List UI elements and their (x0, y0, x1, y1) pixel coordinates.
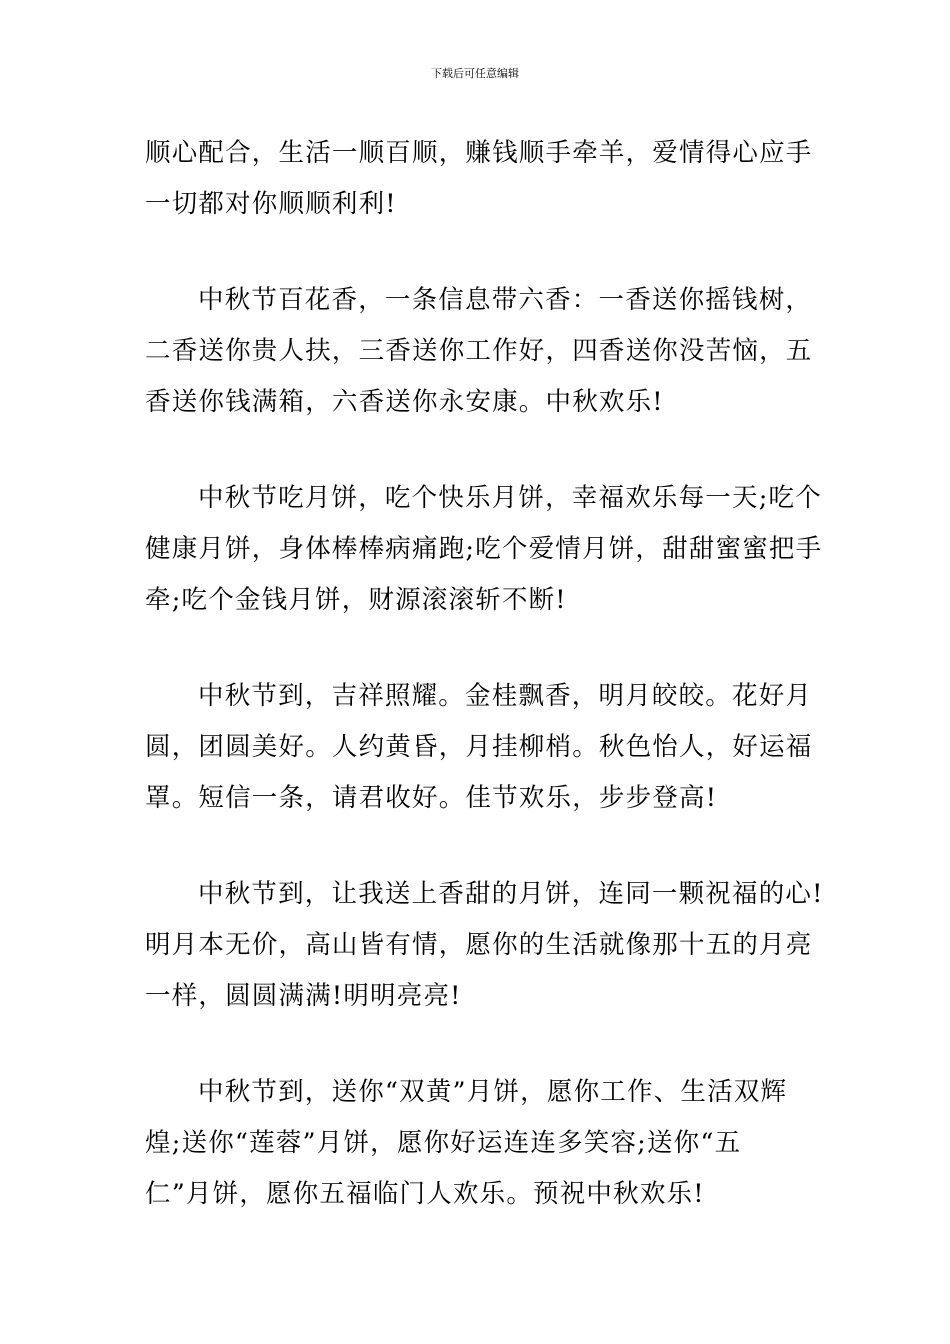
paragraph (145, 473, 823, 626)
text-line: 罩。短信一条，请君收好。佳节欢乐，步步登高! (145, 783, 718, 813)
document-body (145, 128, 824, 1220)
text-line: 顺心配合，生活一顺百顺，赚钱顺手牵羊，爱情得心应手 (145, 138, 813, 168)
paragraph (145, 1067, 810, 1220)
text-line: 煌;送你“莲蓉”月饼，愿你好运连连多笑容;送你“五 (145, 1128, 742, 1158)
paragraph (145, 869, 824, 1022)
text-line: 健康月饼，身体棒棒病痛跑;吃个爱情月饼，甜甜蜜蜜把手 (145, 534, 823, 564)
text-line: 中秋节百花香，一条信息带六香：一香送你摇钱树， (198, 285, 813, 315)
text-line: 中秋节到，送你“双黄”月饼，愿你工作、生活双辉 (198, 1077, 788, 1107)
page-header: 下载后可任意编辑 (431, 67, 519, 80)
text-line: 中秋节到，吉祥照耀。金桂飘香，明月皎皎。花好月 (198, 681, 813, 711)
paragraph (145, 671, 813, 824)
text-line: 圆，团圆美好。人约黄昏，月挂柳梢。秋色怡人，好运福 (145, 732, 813, 762)
text-line: 中秋节吃月饼，吃个快乐月饼，幸福欢乐每一天;吃个 (198, 483, 822, 513)
text-line: 香送你钱满箱，六香送你永安康。中秋欢乐! (145, 387, 664, 417)
text-line: 一切都对你顺顺利利! (145, 189, 397, 219)
text-line: 中秋节到，让我送上香甜的月饼，连同一颗祝福的心! (198, 879, 824, 909)
text-line: 一样，圆圆满满!明明亮亮! (145, 981, 462, 1011)
paragraph (145, 275, 813, 428)
text-line: 二香送你贵人扶，三香送你工作好，四香送你没苦恼，五 (145, 336, 813, 366)
paragraph (145, 128, 813, 230)
text-line: 仁”月饼，愿你五福临门人欢乐。预祝中秋欢乐! (145, 1179, 705, 1209)
text-line: 牵;吃个金钱月饼，财源滚滚斩不断! (145, 585, 567, 615)
text-line: 明月本无价，高山皆有情，愿你的生活就像那十五的月亮 (145, 930, 813, 960)
